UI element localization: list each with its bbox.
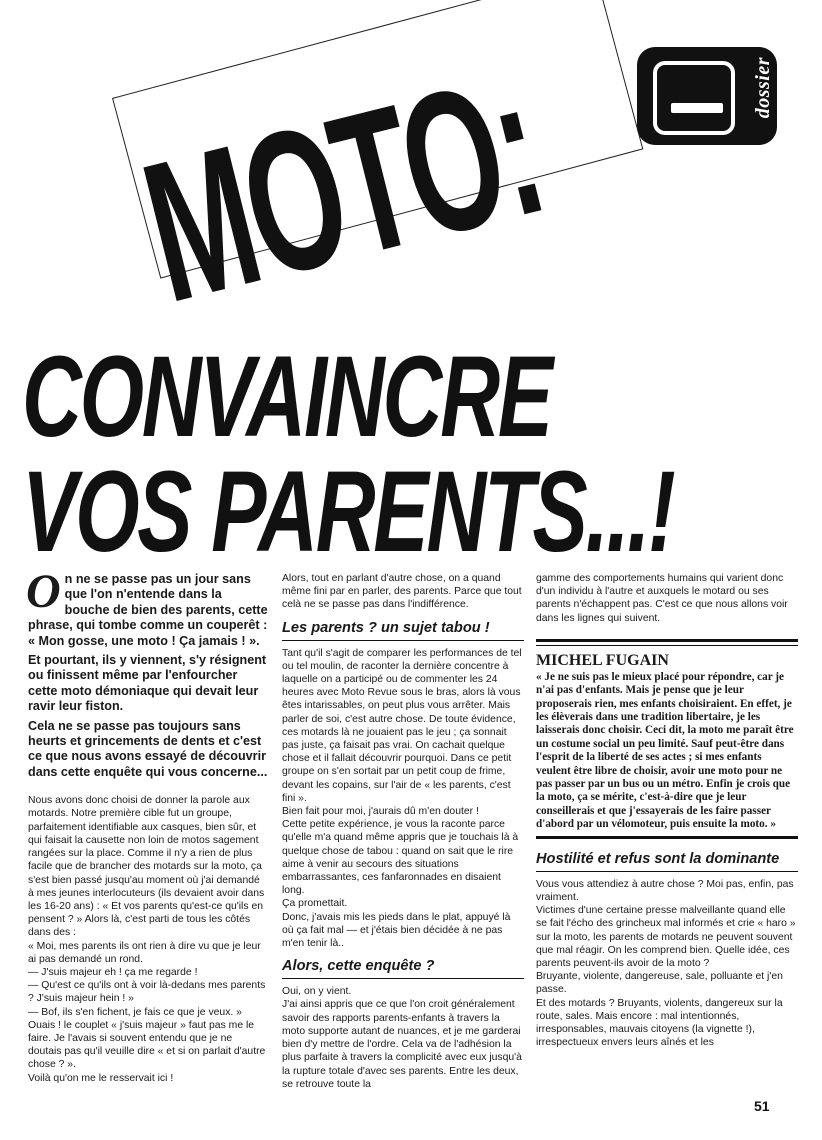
body-paragraph: Bruyante, violente, dangereuse, sale, polluante et j'en passe. <box>536 971 783 996</box>
title-convaincre: CONVAINCRE <box>22 333 551 461</box>
body-paragraph: Bien fait pour moi, j'aurais dû m'en douter ! <box>282 806 479 818</box>
title-moto: MOTO: <box>125 33 560 345</box>
intro-paragraph-2: Et pourtant, ils y viennent, s'y résignent ou finissent même par l'enfourcher cette moto démoniaque qui devait leur ravir leur fiston. <box>28 653 267 714</box>
intro-paragraph-3: Cela ne se passe pas toujours sans heurts et grincements de dents et c'est ce que nous avons essayé de découvrir dans cette enquête qui vous concerne... <box>28 718 268 779</box>
body-paragraph: Alors, tout en parlant d'autre chose, on a quand même fini par en parler, des parents. Parce que tout celà ne se passe pas dans l'indifférence. <box>282 573 522 611</box>
body-paragraph: gamme des comportements humains qui varient donc d'un individu à l'autre et auxquels le motard ou ses parents n'échappent pas. C'est ce que nous allons voir dans les lignes qui suivent. <box>536 573 788 624</box>
intro-lead <box>26 565 268 780</box>
body-paragraph: Nous avons donc choisi de donner la parole aux motards. Notre première cible fut un groupe, parfaitement identifiable aux casques, bien sûr, et qui faisait la causette non loin de motos sagement rangées sur la place. Comme il n'y a rien de plus facile que de brancher des motards sur la moto, ça s'est bien passé jusqu'au moment où j'ai demandé à mes jeunes interlocuteurs (ils devaient avoir dans les 16-20 ans) : « Et vos parents qu'est-ce qu'ils en pensent ? » Alors là, c'est parti de tous les côtés dans des : <box>28 795 265 939</box>
body-paragraph: Voilà qu'on me le resservait ici ! <box>28 1072 174 1084</box>
dropcap: O <box>26 565 61 618</box>
subheading-hostilite: Hostilité et refus sont la dominante <box>536 851 798 872</box>
intro-paragraph-1: On ne se passe pas un jour sans que l'on n'entende dans la bouche de bien des parents, cette phrase, qui tombe comme un couperêt : « Mon gosse, une moto ! Ça jamais ! ». <box>26 565 268 648</box>
body-paragraph: Ouais ! le couplet « j'suis majeur » faut pas me le faire. Je l'avais si souvent entendu que je ne doutais pas qu'il veuille dire « et si on parlait d'autre chose ? ». <box>28 1019 266 1071</box>
dossier-icon-bar <box>671 103 723 113</box>
body-paragraph: « Moi, mes parents ils ont rien à dire vu que je leur ai pas demandé un rond. <box>28 940 261 965</box>
column-1 <box>26 565 268 1085</box>
body-paragraph: Victimes d'une certaine presse malveillante quand elle se fait l'écho des grincheux mal informés et crie « haro » sur la moto, les parents de motards ne peuvent souvent que mal réagir. On les comprend bien. Quelle idée, ces parents peuvent-ils avoir de la moto ? <box>536 905 796 969</box>
body-paragraph: Ça promettait. <box>282 898 348 910</box>
body-paragraph: Cette petite expérience, je vous la raconte parce qu'elle m'a quand même appris que je touchais là à quelque chose de tabou : quand on sait que le rire aime à venir au secours des situations embarrassantes, ces fanfaronnades en disaient long. <box>282 819 519 897</box>
page-number: 51 <box>754 1098 770 1114</box>
body-paragraph: Oui, on y vient. <box>282 986 352 998</box>
quote-box-name: MICHEL FUGAIN <box>536 651 669 669</box>
quote-box-rule <box>536 645 798 646</box>
quote-box <box>536 639 798 839</box>
dossier-logo <box>637 47 777 145</box>
subheading-tabou: Les parents ? un sujet tabou ! <box>282 620 524 641</box>
body-paragraph: — Qu'est ce qu'ils ont à voir là-dedans mes parents ? J'suis majeur hein ! » <box>28 980 266 1005</box>
body-paragraph: J'ai ainsi appris que ce que l'on croit généralement savoir des rapports parents-enfants à travers la moto supporte autant de nuances, et je me garderai bien d'y mettre de l'ordre. Cela va de l'adhésion la plus parfaite à travers la complicité avec eux jusqu'à la rupture totale d'avec ses parents. Entre les deux, se retrouve toute la <box>282 999 522 1090</box>
column-2 <box>282 572 524 1091</box>
quote-box-text: « Je ne suis pas le mieux placé pour répondre, car je n'ai pas d'enfants. Mais je pense que je leur proposerais rien, mes enfants choisiraient. En effet, je les élèverais dans une tradition libertaire, je les laisserais donc choisir. Ceci dit, la moto me paraît être un costume social un peu limité. Sauf peut-être dans l'esprit de la liberté de ses actes ; si mes enfants veulent être libre de choisir, avoir une moto pour ne pas passer par un bus ou un métro. Enfin je crois que la moto, ça se mérite, c'est-à-dire que je leur conseillerais et que j'essayerais de les faire passer d'abord par un vélomoteur, puis ensuite la moto. » <box>536 670 794 831</box>
dossier-icon <box>653 61 735 135</box>
body-paragraph: Donc, j'avais mis les pieds dans le plat, appuyé là où ça fait mal — et j'étais bien décidée à ne pas m'en tenir là.. <box>282 911 511 950</box>
body-paragraph: Et des motards ? Bruyants, violents, dangereux sur la route, sales. Mais encore : mal intentionnés, irresponsables, mauvais citoyens (la vignette !), irrespectueux envers leurs aînés et les <box>536 997 783 1049</box>
body-paragraph: Tant qu'il s'agit de comparer les performances de tel ou tel moulin, de raconter la dernière concentre à laquelle on a participé ou de commenter les 24 heures avec Moto Revue sous le bras, alors là vous êtes intarissables, on peut plus vous arrêter. Mais parler de soi, c'est autre chose. De toute évidence, ces motards là ne jouaient pas le jeu ; ça sonnait pas juste, ça faisait pas vrai. On cachait quelque chose et il fallait découvrir pourquoi. Dans ce petit groupe on s'en sortait par un petit coup de frime, devant les copains, sur l'air de « les parents, c'est fini ». <box>282 647 522 804</box>
subheading-enquete: Alors, cette enquête ? <box>282 958 524 979</box>
body-paragraph: Vous vous attendiez à autre chose ? Moi pas, enfin, pas vraiment. <box>536 878 794 903</box>
body-paragraph: — J'suis majeur eh ! ça me regarde ! <box>28 966 198 978</box>
dossier-label: dossier <box>752 57 774 119</box>
title-vos-parents: VOS PARENTS...! <box>22 448 674 576</box>
column-3 <box>536 572 798 1049</box>
body-paragraph: — Bof, ils s'en fichent, je fais ce que je veux. » <box>28 1006 242 1018</box>
